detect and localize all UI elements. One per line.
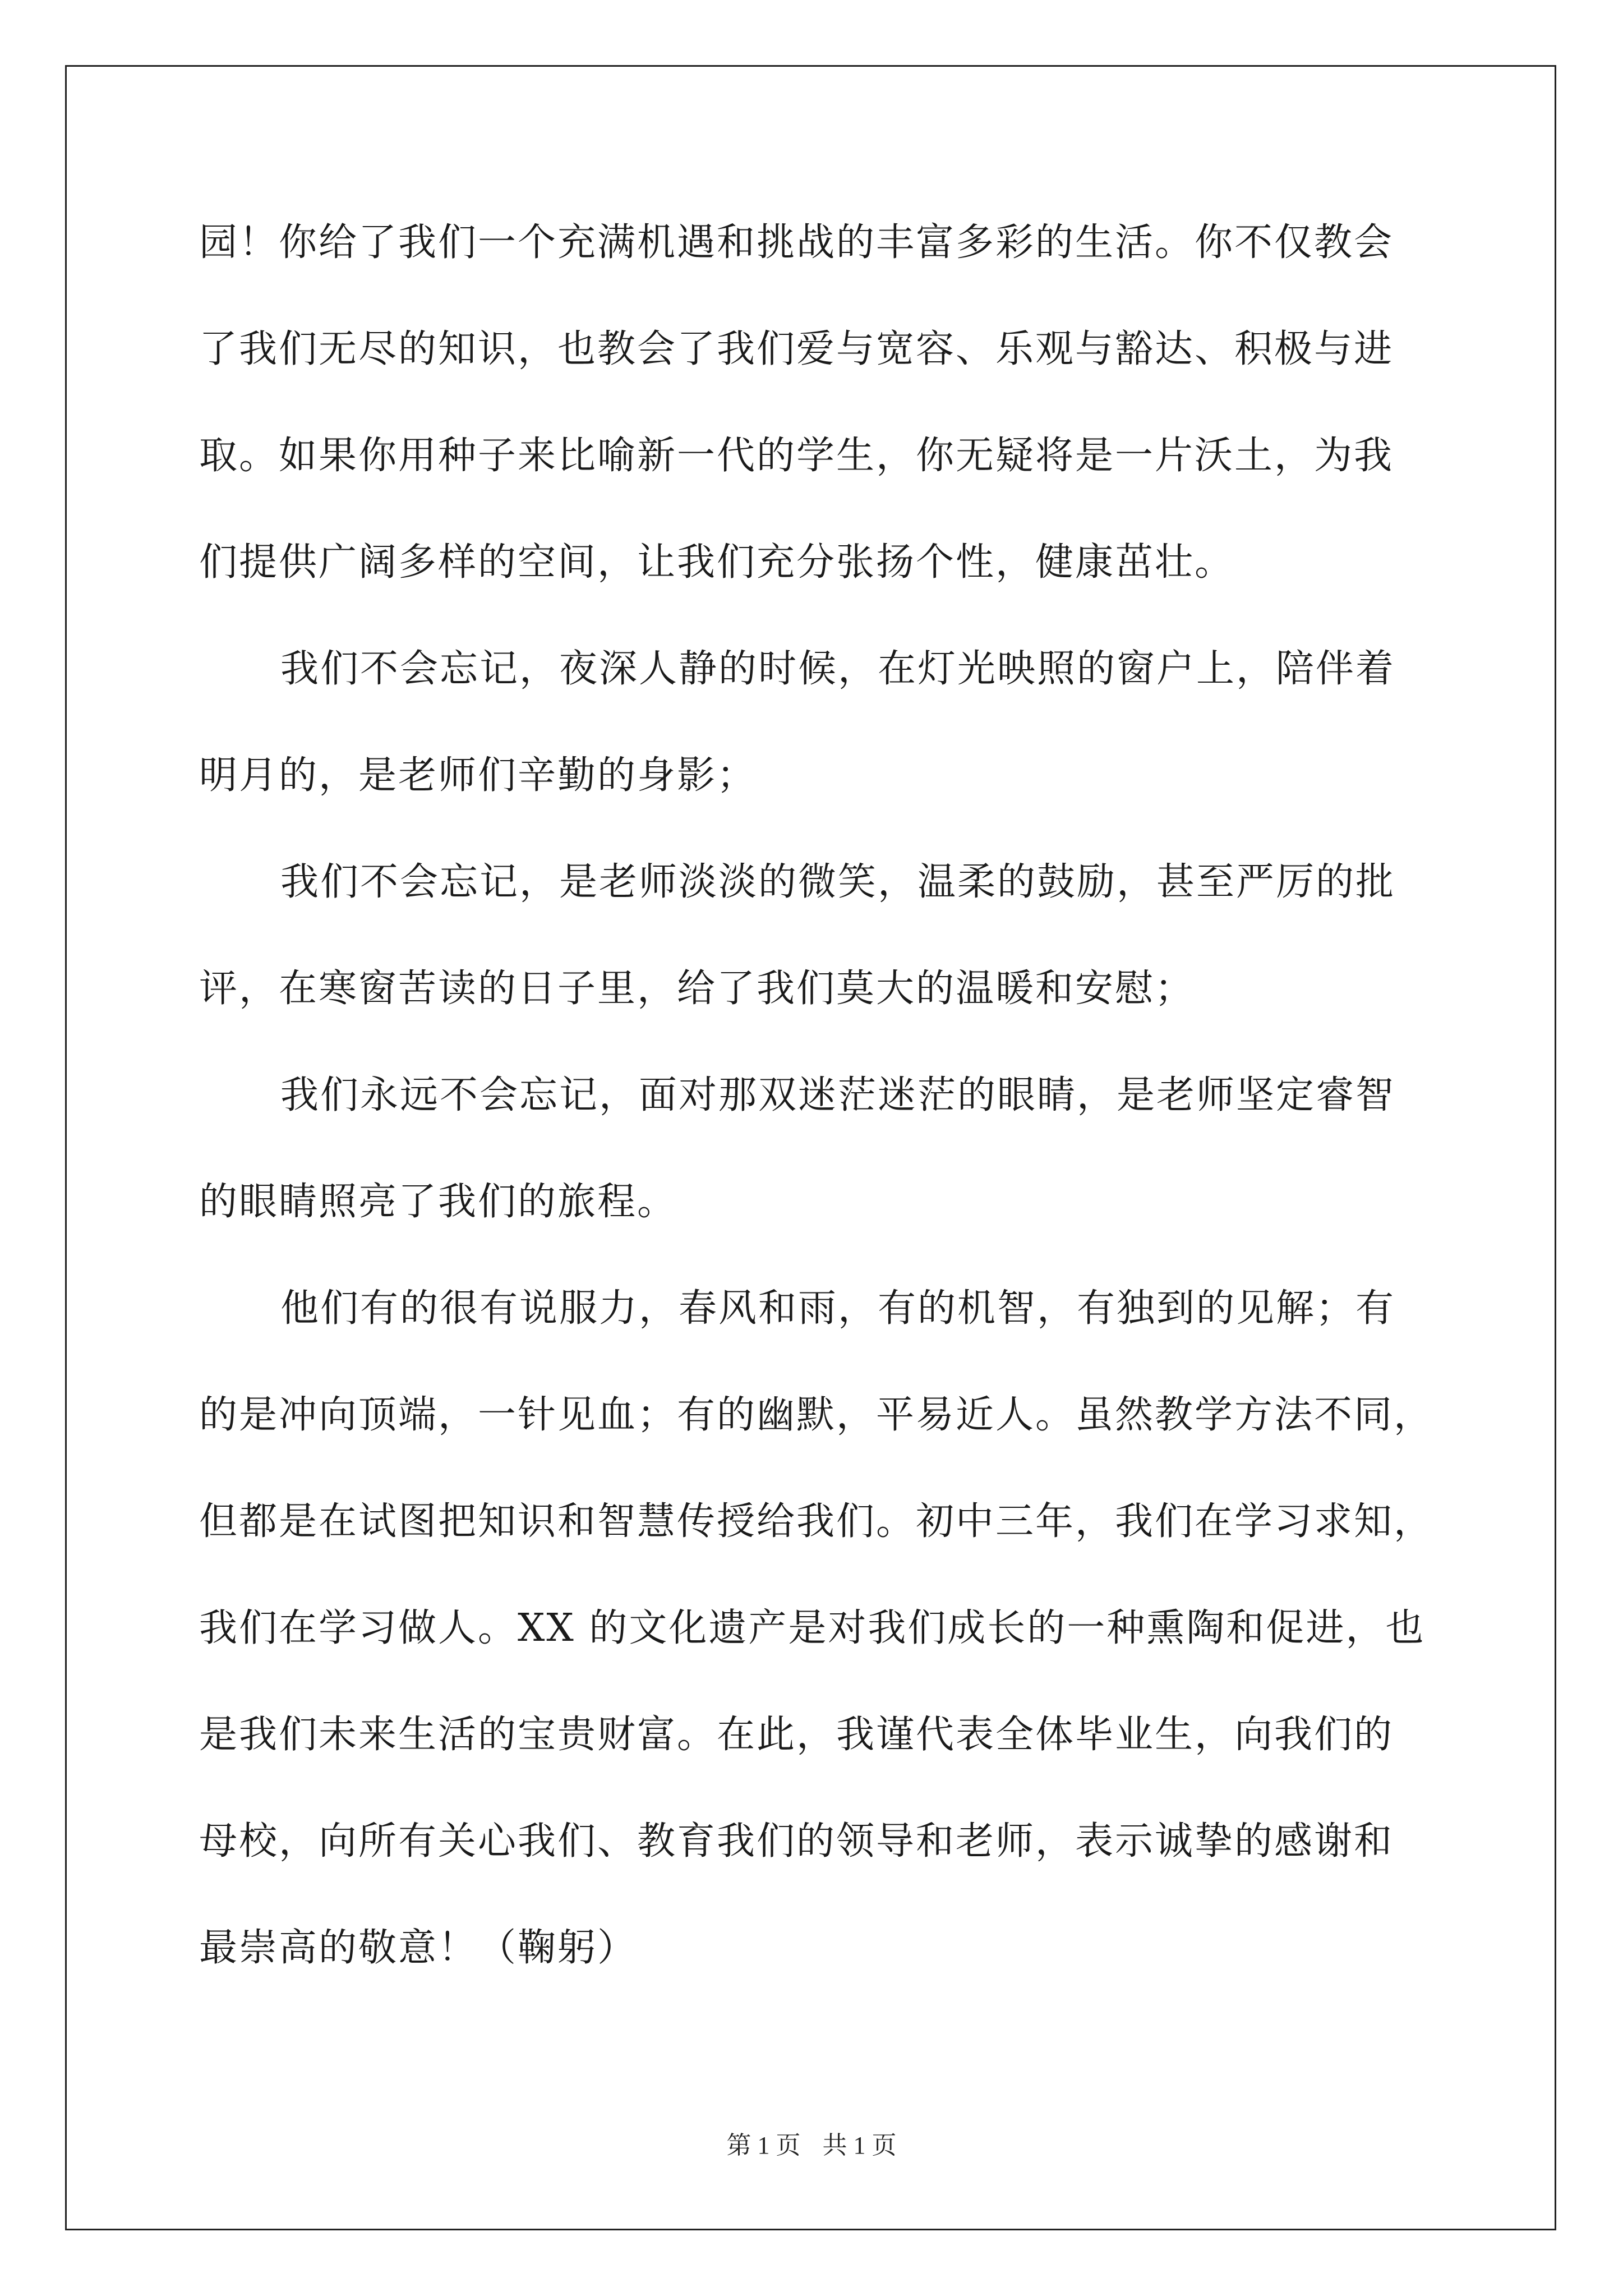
document-body (199, 216, 1438, 2028)
text-line: 他们有的很有说服力，春风和雨，有的机智，有独到的见解；有 (280, 1286, 1396, 1331)
text-line: 们提供广阔多样的空间，让我们充分张扬个性，健康茁壮。 (199, 540, 1235, 585)
text-line: 明月的，是老师们辛勤的身影； (199, 753, 757, 798)
text-line: 取。如果你用种子来比喻新一代的学生，你无疑将是一片沃土，为我 (199, 434, 1394, 478)
page-total: 共 1 页 (822, 2132, 897, 2159)
page-footer (0, 2125, 1623, 2161)
text-line: 的眼睛照亮了我们的旅程。 (199, 1180, 677, 1224)
text-line: 我们不会忘记，是老师淡淡的微笑，温柔的鼓励，甚至严厉的批 (280, 860, 1396, 904)
text-line: 评，在寒窗苦读的日子里，给了我们莫大的温暖和安慰； (199, 967, 1195, 1011)
text-line: 我们在学习做人。XX 的文化遗产是对我们成长的一种熏陶和促进，也 (199, 1606, 1426, 1650)
text-line: 了我们无尽的知识，也教会了我们爱与宽容、乐观与豁达、积极与进 (199, 327, 1394, 371)
text-line: 我们永远不会忘记，面对那双迷茫迷茫的眼睛，是老师坚定睿智 (280, 1073, 1396, 1117)
text-line: 我们不会忘记，夜深人静的时候，在灯光映照的窗户上，陪伴着 (280, 647, 1396, 691)
text-line: 园！你给了我们一个充满机遇和挑战的丰富多彩的生活。你不仅教会 (199, 220, 1394, 265)
page-number: 第 1 页 (726, 2132, 801, 2159)
text-line: 但都是在试图把知识和智慧传授给我们。初中三年，我们在学习求知， (199, 1499, 1434, 1544)
text-line: 最崇高的敬意！（鞠躬） (199, 1926, 638, 1970)
text-line: 是我们未来生活的宝贵财富。在此，我谨代表全体毕业生，向我们的 (199, 1713, 1394, 1757)
text-line: 母校，向所有关心我们、教育我们的领导和老师，表示诚挚的感谢和 (199, 1819, 1394, 1864)
text-line: 的是冲向顶端，一针见血；有的幽默，平易近人。虽然教学方法不同， (199, 1393, 1434, 1437)
